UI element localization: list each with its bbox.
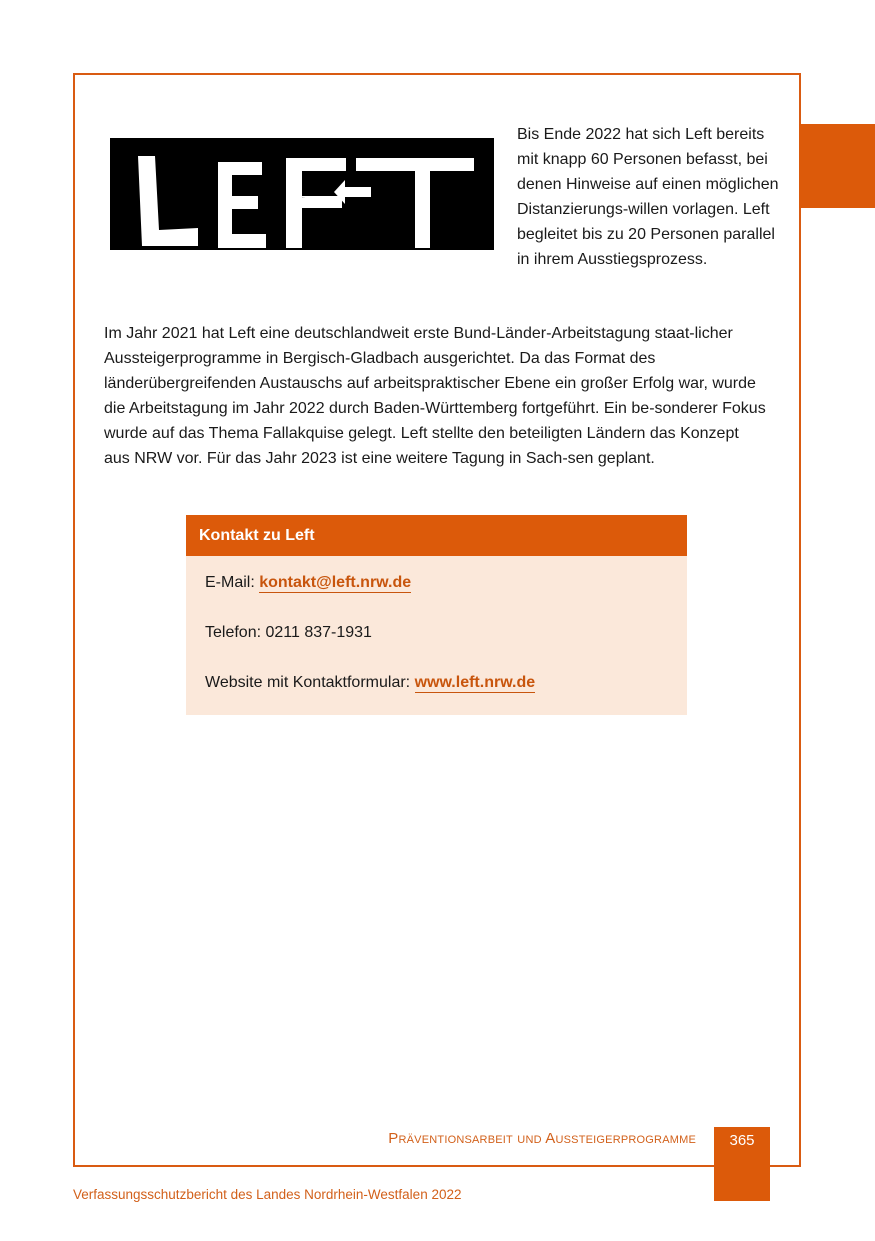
website-link[interactable]: www.left.nrw.de xyxy=(414,674,536,691)
footer-section-title: Präventionsarbeit und Aussteigerprogramme xyxy=(388,1130,696,1147)
page-number-tab xyxy=(714,1127,770,1201)
footer-report-title: Verfassungsschutzbericht des Landes Nordrhein-Westfalen 2022 xyxy=(73,1187,462,1202)
contact-website-line xyxy=(205,672,535,694)
intro-paragraph: Bis Ende 2022 hat sich Left bereits mit knapp 60 Personen befasst, bei denen Hinweise auf einen möglichen Distanzierungs-willen vorlagen. Left begleitet bis zu 20 Personen parallel in ihrem Ausstiegsprozess. xyxy=(517,126,779,268)
left-logo xyxy=(110,138,494,250)
contact-box xyxy=(186,515,687,715)
email-link[interactable]: kontakt@left.nrw.de xyxy=(259,574,412,591)
contact-email-line xyxy=(205,572,411,594)
email-label: E-Mail: xyxy=(205,574,260,591)
contact-title: Kontakt zu Left xyxy=(186,515,687,556)
body-paragraph: Im Jahr 2021 hat Left eine deutschlandweit erste Bund-Länder-Arbeitstagung staat-licher Aussteigerprogramme in Bergisch-Gladbach ausgerichtet. Da das Format des länderübergreifenden Austauschs auf arbeitspraktischer Ebene ein großer Erfolg war, wurde die Arbeitstagung im Jahr 2022 durch Baden-Württemberg fortgeführt. Ein be-sonderer Fokus wurde auf das Thema Fallakquise gelegt. Left stellte den beteiligten Ländern das Konzept aus NRW vor. Für das Jahr 2023 ist eine weitere Tagung in Sach-sen geplant. xyxy=(104,325,766,467)
contact-phone-line: Telefon: 0211 837-1931 xyxy=(205,624,372,641)
logo-text: LEFT xyxy=(302,198,305,199)
page-number: 365 xyxy=(729,1132,755,1149)
website-label: Website mit Kontaktformular: xyxy=(205,674,415,691)
chapter-tab xyxy=(799,124,875,208)
